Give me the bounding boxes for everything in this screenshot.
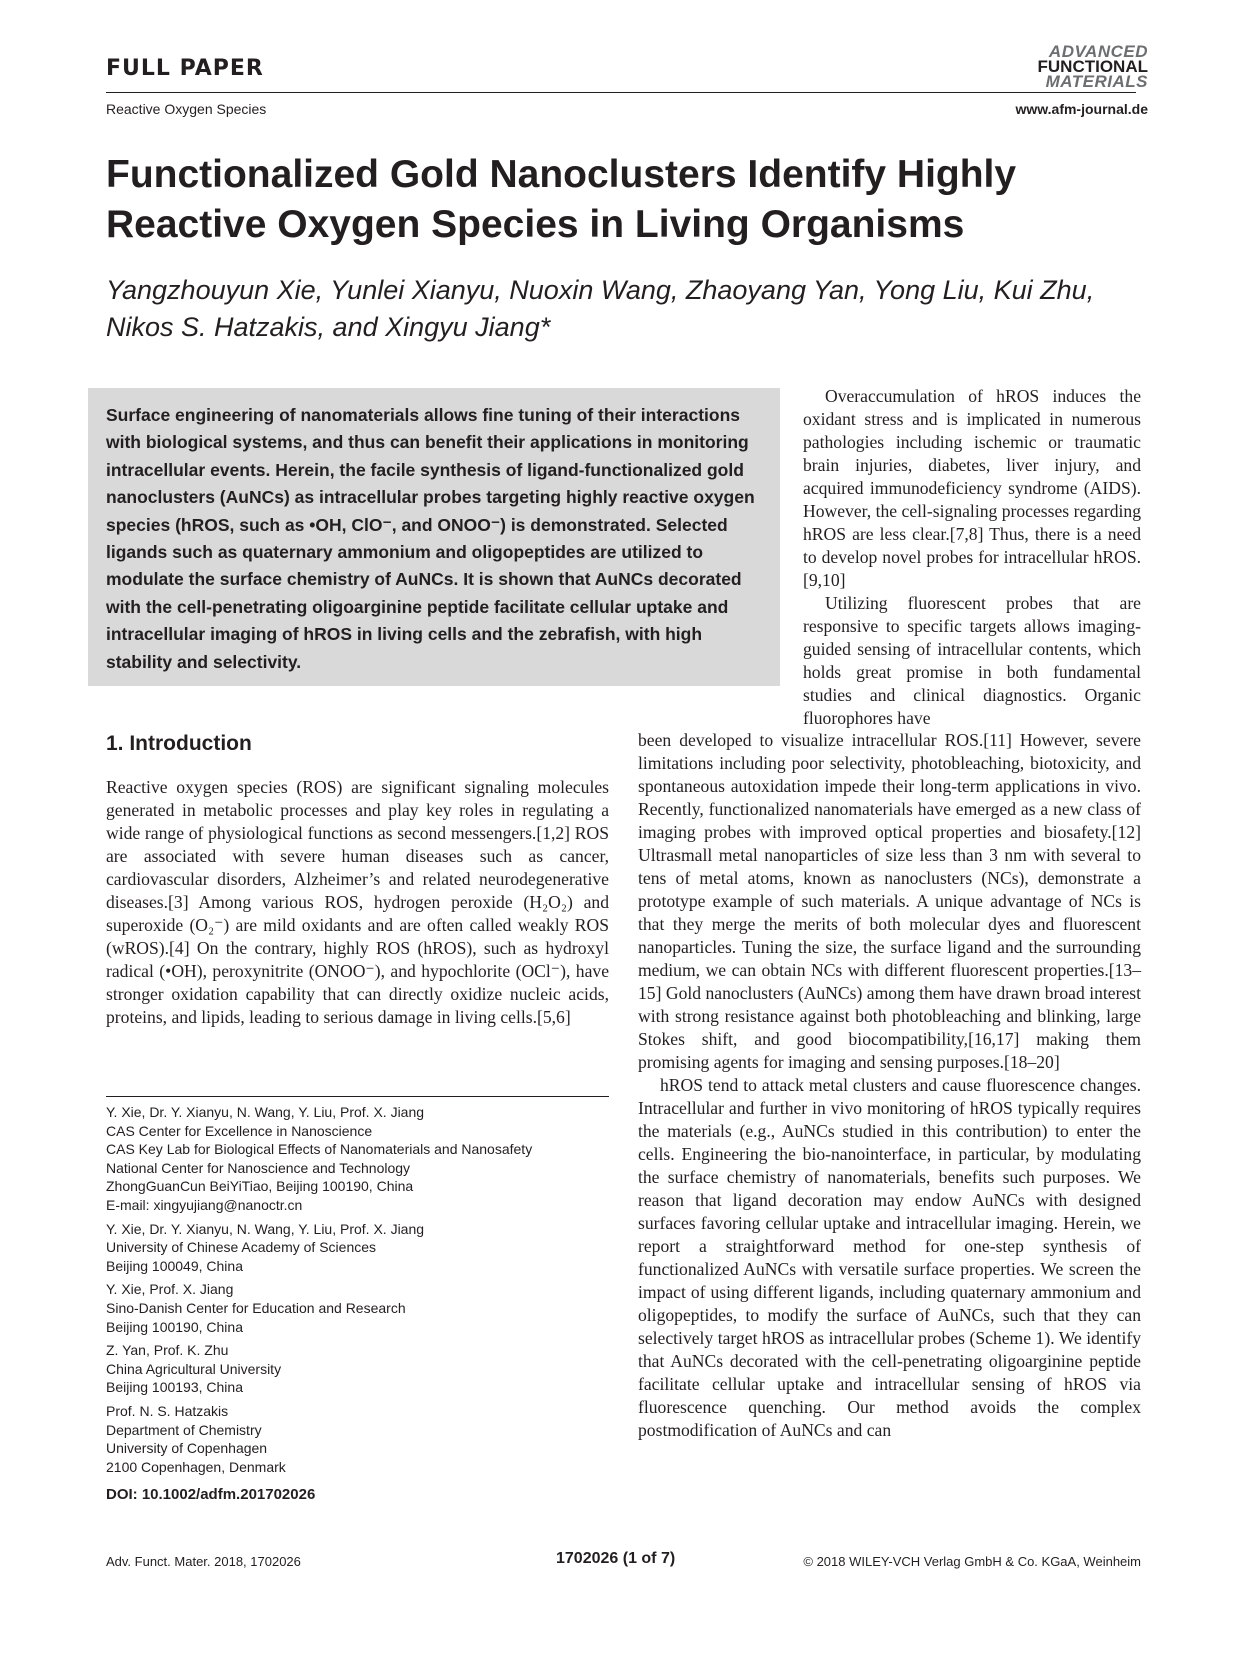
paper-title: Functionalized Gold Nanoclusters Identify Highly Reactive Oxygen Species in Living Organisms (106, 153, 1017, 246)
affiliation-block: Y. Xie, Dr. Y. Xianyu, N. Wang, Y. Liu, Prof. X. Jiang CAS Center for Excellence in Nanoscience CAS Key Lab for Biological Effects of Nanomaterials and Nanosafety National Center for Nanoscience and Technology ZhongGuanCun BeiYiTiao, Beijing 100190, China E-mail: xingyujiang@nanoctr.cn (106, 1103, 609, 1215)
author-list (106, 272, 1146, 346)
paragraph: Reactive oxygen species (ROS) are significant signaling molecules generated in metabolic processes and play key roles in regulating a wide range of physiological functions as second messengers.[1,2] ROS are associated with severe human diseases such as cancer, cardiovascular disorders, Alzheimer’s and related neurodegenerative diseases.[3] Among various ROS, hydrogen peroxide (H₂O₂) and superoxide (O₂⁻) are mild oxidants and are often called weakly ROS (wROS).[4] On the contrary, highly ROS (hROS), such as hydroxyl radical (•OH), peroxynitrite (ONOO⁻), and hypochlorite (OCl⁻), have stronger oxidation capability that can directly oxidize nucleic acids, proteins, and lipids, leading to serious damage in living cells.[5,6] (106, 777, 609, 1027)
abstract-box (88, 388, 780, 686)
journal-logo: ADVANCED FUNCTIONAL MATERIALS (1037, 42, 1148, 91)
introduction-heading: 1. Introduction (106, 732, 252, 755)
journal-url[interactable]: www.afm-journal.de (1015, 101, 1148, 117)
paragraph: hROS tend to attack metal clusters and cause fluorescence changes. Intracellular and further in vivo monitoring of hROS typically requires the materials (e.g., AuNCs studied in this contribution) to enter the cells. Engineering the bio-nanointerface, in particular, by modulating the surface chemistry of nanomaterials, benefits such purposes. We reason that ligand decoration may endow AuNCs with designed surfaces favoring cellular uptake and intracellular imaging. Herein, we report a straightforward method for one-step synthesis of functionalized AuNCs with versatile surface properties. We screen the impact of using different ligands, including quaternary ammonium and oligopeptides, to modify the surface of AuNCs, such that they can selectively target hROS as intracellular probes (Scheme 1). We identify that AuNCs decorated with the cell-penetrating oligoarginine peptide facilitate cellular uptake and intracellular sensing of hROS via fluorescence quenching. Our method avoids the complex postmodification of AuNCs and can (638, 1075, 1141, 1440)
page-number: 1702026 (1 of 7) (556, 1550, 676, 1567)
footer-citation: Adv. Funct. Mater. 2018, 1702026 (106, 1554, 301, 1569)
affiliation-block: Y. Xie, Prof. X. Jiang Sino-Danish Center for Education and Research Beijing 100190, China (106, 1281, 406, 1335)
article-type: FULL PAPER (106, 56, 264, 81)
author-line: Yangzhouyun Xie, Yunlei Xianyu, Nuoxin Wang, Zhaoyang Yan, Yong Liu, Kui Zhu, (106, 275, 1095, 305)
affiliation-rule (106, 1096, 609, 1097)
affiliation-block: Z. Yan, Prof. K. Zhu China Agricultural University Beijing 100193, China (106, 1342, 282, 1396)
affiliation-block: Y. Xie, Dr. Y. Xianyu, N. Wang, Y. Liu, Prof. X. Jiang University of Chinese Academy of Sciences Beijing 100049, China (106, 1220, 425, 1274)
paragraph: Overaccumulation of hROS induces the oxidant stress and is implicated in numerous pathologies including ischemic or traumatic brain injuries, diabetes, liver injury, and acquired immunodeficiency syndrome (AIDS). However, the cell-signaling processes regarding hROS are less clear.[7,8] Thus, there is a need to develop novel probes for intracellular hROS.[9,10] (803, 386, 1141, 590)
affiliation-block: Prof. N. S. Hatzakis Department of Chemistry University of Copenhagen 2100 Copenhagen, Denmark (106, 1402, 286, 1475)
affiliations (106, 1103, 609, 1481)
paragraph: been developed to visualize intracellular ROS.[11] However, severe limitations including poor selectivity, photobleaching, biotoxicity, and spontaneous autoxidation impede their long-term applications in vivo. Recently, functionalized nanomaterials have emerged as a new class of imaging probes with improved optical properties and biosafety.[12] Ultrasmall metal nanoparticles of size less than 3 nm with several to tens of metal atoms, known as nanoclusters (NCs), demonstrate a prototype example of such materials. A unique advantage of NCs is that they merge the merits of both molecular dyes and fluorescent nanoparticles. Tuning the size, the surface ligand and the surrounding medium, we can obtain NCs with different fluorescent properties.[13–15] Gold nanoclusters (AuNCs) among them have drawn broad interest with strong resistance against both photobleaching and blinking, large Stokes shift, and good biocompatibility,[16,17] making them promising agents for imaging and sensing purposes.[18–20] (638, 730, 1141, 1072)
author-line: Nikos S. Hatzakis, and Xingyu Jiang* (106, 312, 551, 342)
email-link[interactable]: E-mail: xingyujiang@nanoctr.cn (106, 1196, 303, 1213)
footer-copyright: © 2018 WILEY-VCH Verlag GmbH & Co. KGaA, Weinheim (803, 1554, 1141, 1569)
section-tag: Reactive Oxygen Species (106, 101, 267, 117)
right-column-top (803, 385, 1141, 730)
paragraph: Utilizing fluorescent probes that are responsive to specific targets allows imaging-guided sensing of intracellular contents, which holds great promise in both fundamental studies and clinical diagnostics. Organic fluorophores have (803, 593, 1141, 728)
right-column-main (638, 729, 1141, 1442)
introduction-column (106, 776, 609, 1029)
abstract-text: Surface engineering of nanomaterials allows fine tuning of their interactions with biological systems, and thus can benefit their applications in monitoring intracellular events. Herein, the facile synthesis of ligand-functionalized gold nanoclusters (AuNCs) as intracellular probes targeting highly reactive oxygen species (hROS, such as •OH, ClO⁻, and ONOO⁻) is demonstrated. Selected ligands such as quaternary ammonium and oligopeptides are utilized to modulate the surface chemistry of AuNCs. It is shown that AuNCs decorated with the cell-penetrating oligoarginine peptide facilitate cellular uptake and intracellular imaging of hROS in living cells and the zebrafish, with high stability and selectivity. (106, 405, 755, 672)
doi-link[interactable]: DOI: 10.1002/adfm.201702026 (106, 1486, 316, 1503)
header-rule (106, 92, 1136, 93)
